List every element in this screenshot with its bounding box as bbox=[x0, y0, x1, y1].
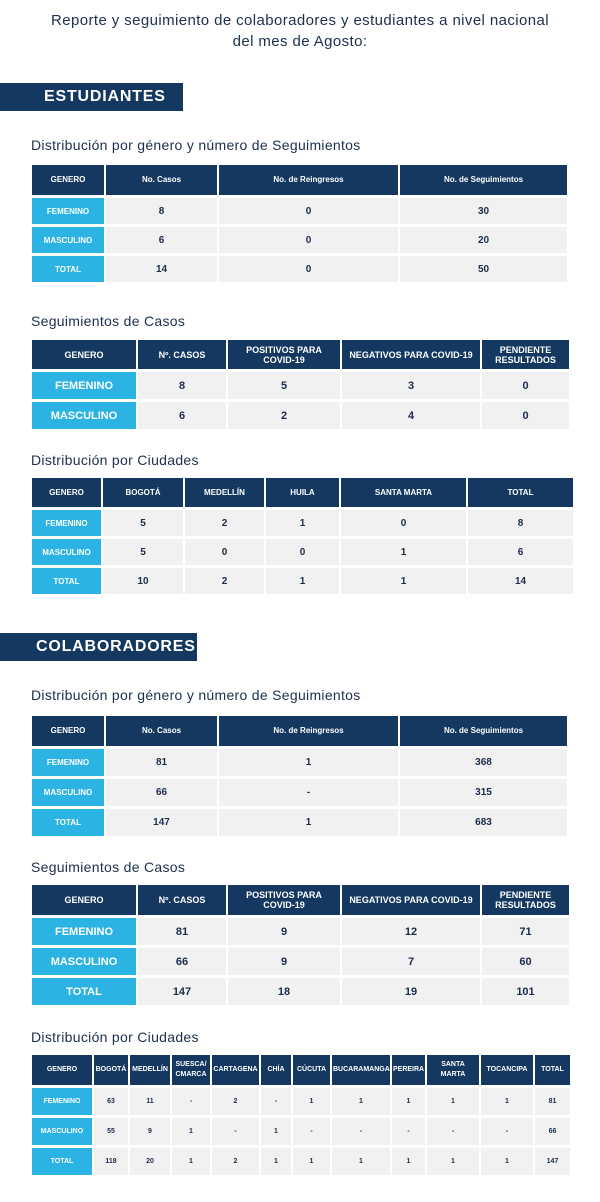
table-row bbox=[32, 809, 567, 836]
table-cell: 60 bbox=[482, 948, 569, 975]
gender-label: FEMENINO bbox=[32, 918, 136, 945]
column-header: POSITIVOS PARA COVID-19 bbox=[228, 885, 340, 915]
table-cell: 66 bbox=[138, 948, 226, 975]
table-cell: - bbox=[219, 779, 398, 806]
table-cell: 1 bbox=[481, 1148, 533, 1175]
table-cell: 6 bbox=[138, 402, 226, 429]
colaboradores-seguimientos-table bbox=[30, 882, 571, 1008]
column-header: No. de Reingresos bbox=[219, 716, 398, 746]
column-header: BOGOTÁ bbox=[94, 1055, 128, 1085]
column-header: No. de Reingresos bbox=[219, 165, 398, 195]
column-header: GENERO bbox=[32, 885, 136, 915]
column-header: Nº. CASOS bbox=[138, 885, 226, 915]
table-cell: 11 bbox=[130, 1088, 170, 1115]
table-row bbox=[32, 568, 573, 594]
table-cell: 0 bbox=[219, 256, 398, 282]
table-row bbox=[32, 749, 567, 776]
colaboradores-dist-genero-title: Distribución por género y número de Seguimientos bbox=[31, 687, 361, 703]
table-header-row bbox=[32, 716, 567, 746]
table-cell: 14 bbox=[468, 568, 573, 594]
column-header: GENERO bbox=[32, 165, 104, 195]
colaboradores-ciudades-title: Distribución por Ciudades bbox=[31, 1029, 199, 1045]
table-row bbox=[32, 198, 567, 224]
table-header-row bbox=[32, 885, 569, 915]
column-header: No. Casos bbox=[106, 165, 217, 195]
table-cell: - bbox=[261, 1088, 291, 1115]
table-row bbox=[32, 948, 569, 975]
table-cell: 1 bbox=[261, 1118, 291, 1145]
intro-line-1: Reporte y seguimiento de colaboradores y estudiantes a nivel nacional bbox=[51, 12, 549, 29]
table-cell: 2 bbox=[228, 402, 340, 429]
gender-label: FEMENINO bbox=[32, 1088, 92, 1115]
estudiantes-seguimientos-title: Seguimientos de Casos bbox=[31, 313, 186, 329]
table-cell: 1 bbox=[341, 568, 466, 594]
table-cell: 9 bbox=[228, 918, 340, 945]
table-cell: 12 bbox=[342, 918, 480, 945]
column-header: TOCANCIPA bbox=[481, 1055, 533, 1085]
column-header: PENDIENTE RESULTADOS bbox=[482, 340, 569, 369]
table-cell: 101 bbox=[482, 978, 569, 1005]
table-cell: 5 bbox=[228, 372, 340, 399]
column-header: SANTA MARTA bbox=[427, 1055, 479, 1085]
report-intro bbox=[0, 10, 600, 52]
column-header: BUCARAMANGA bbox=[332, 1055, 390, 1085]
column-header: NEGATIVOS PARA COVID-19 bbox=[342, 885, 480, 915]
column-header: GENERO bbox=[32, 478, 101, 507]
estudiantes-dist-genero-title: Distribución por género y número de Seguimientos bbox=[31, 137, 361, 153]
table-cell: 147 bbox=[106, 809, 217, 836]
table-row bbox=[32, 918, 569, 945]
table-cell: 20 bbox=[130, 1148, 170, 1175]
table-row bbox=[32, 402, 569, 429]
column-header: GENERO bbox=[32, 340, 136, 369]
table-cell: - bbox=[332, 1118, 390, 1145]
column-header: GENERO bbox=[32, 716, 104, 746]
table-cell: 1 bbox=[266, 568, 339, 594]
table-cell: 10 bbox=[103, 568, 183, 594]
table-cell: 71 bbox=[482, 918, 569, 945]
table-row bbox=[32, 372, 569, 399]
table-cell: 66 bbox=[106, 779, 217, 806]
table-cell: 7 bbox=[342, 948, 480, 975]
colaboradores-ciudades-table bbox=[30, 1052, 572, 1178]
column-header: MEDELLÍN bbox=[130, 1055, 170, 1085]
table-cell: 2 bbox=[185, 510, 264, 536]
column-header: GENERO bbox=[32, 1055, 92, 1085]
table-cell: 63 bbox=[94, 1088, 128, 1115]
gender-label: MASCULINO bbox=[32, 227, 104, 253]
table-header-row bbox=[32, 165, 567, 195]
table-cell: - bbox=[212, 1118, 259, 1145]
table-cell: 1 bbox=[172, 1118, 210, 1145]
column-header: No. de Seguimientos bbox=[400, 716, 567, 746]
table-cell: 0 bbox=[341, 510, 466, 536]
estudiantes-ciudades-title: Distribución por Ciudades bbox=[31, 452, 199, 468]
table-cell: 2 bbox=[212, 1148, 259, 1175]
table-cell: 6 bbox=[468, 539, 573, 565]
table-cell: 1 bbox=[427, 1148, 479, 1175]
table-row bbox=[32, 256, 567, 282]
table-row bbox=[32, 510, 573, 536]
column-header: PENDIENTE RESULTADOS bbox=[482, 885, 569, 915]
table-cell: 1 bbox=[172, 1148, 210, 1175]
table-cell: 0 bbox=[219, 227, 398, 253]
table-cell: 8 bbox=[468, 510, 573, 536]
table-header-row bbox=[32, 340, 569, 369]
gender-label: MASCULINO bbox=[32, 779, 104, 806]
gender-label: FEMENINO bbox=[32, 198, 104, 224]
table-cell: 2 bbox=[185, 568, 264, 594]
column-header: SUESCA/ CMARCA bbox=[172, 1055, 210, 1085]
column-header: BOGOTÁ bbox=[103, 478, 183, 507]
gender-label: TOTAL bbox=[32, 256, 104, 282]
table-header-row bbox=[32, 1055, 570, 1085]
table-cell: 3 bbox=[342, 372, 480, 399]
table-cell: 19 bbox=[342, 978, 480, 1005]
table-cell: 20 bbox=[400, 227, 567, 253]
gender-label: MASCULINO bbox=[32, 539, 101, 565]
table-cell: 1 bbox=[392, 1148, 425, 1175]
gender-label: TOTAL bbox=[32, 978, 136, 1005]
gender-label: FEMENINO bbox=[32, 749, 104, 776]
estudiantes-ciudades-table bbox=[30, 475, 575, 597]
table-cell: 0 bbox=[185, 539, 264, 565]
table-cell: 18 bbox=[228, 978, 340, 1005]
table-cell: 8 bbox=[106, 198, 217, 224]
column-header: PEREIRA bbox=[392, 1055, 425, 1085]
column-header: POSITIVOS PARA COVID-19 bbox=[228, 340, 340, 369]
table-cell: 1 bbox=[261, 1148, 291, 1175]
gender-label: FEMENINO bbox=[32, 372, 136, 399]
table-cell: - bbox=[172, 1088, 210, 1115]
column-header: MEDELLÍN bbox=[185, 478, 264, 507]
column-header: TOTAL bbox=[535, 1055, 570, 1085]
table-row bbox=[32, 227, 567, 253]
table-cell: 55 bbox=[94, 1118, 128, 1145]
gender-label: MASCULINO bbox=[32, 402, 136, 429]
table-cell: 6 bbox=[106, 227, 217, 253]
table-cell: 1 bbox=[293, 1088, 330, 1115]
table-cell: 30 bbox=[400, 198, 567, 224]
table-cell: 1 bbox=[341, 539, 466, 565]
column-header: CARTAGENA bbox=[212, 1055, 259, 1085]
estudiantes-banner: ESTUDIANTES bbox=[0, 83, 183, 111]
table-cell: 14 bbox=[106, 256, 217, 282]
table-cell: 368 bbox=[400, 749, 567, 776]
table-cell: 1 bbox=[219, 809, 398, 836]
table-cell: 315 bbox=[400, 779, 567, 806]
colaboradores-seguimientos-title: Seguimientos de Casos bbox=[31, 859, 186, 875]
table-cell: 118 bbox=[94, 1148, 128, 1175]
column-header: TOTAL bbox=[468, 478, 573, 507]
column-header: SANTA MARTA bbox=[341, 478, 466, 507]
table-cell: 81 bbox=[535, 1088, 570, 1115]
gender-label: MASCULINO bbox=[32, 948, 136, 975]
table-cell: 5 bbox=[103, 510, 183, 536]
column-header: CÚCUTA bbox=[293, 1055, 330, 1085]
table-cell: 81 bbox=[138, 918, 226, 945]
column-header: No. Casos bbox=[106, 716, 217, 746]
intro-line-2: del mes de Agosto: bbox=[232, 33, 368, 50]
table-cell: 1 bbox=[266, 510, 339, 536]
table-cell: 50 bbox=[400, 256, 567, 282]
table-cell: - bbox=[427, 1118, 479, 1145]
table-cell: 1 bbox=[427, 1088, 479, 1115]
table-cell: 1 bbox=[332, 1148, 390, 1175]
column-header: HUILA bbox=[266, 478, 339, 507]
column-header: No. de Seguimientos bbox=[400, 165, 567, 195]
colaboradores-banner: COLABORADORES bbox=[0, 633, 197, 661]
table-cell: 1 bbox=[293, 1148, 330, 1175]
column-header: Nº. CASOS bbox=[138, 340, 226, 369]
table-cell: 0 bbox=[482, 402, 569, 429]
table-cell: 0 bbox=[482, 372, 569, 399]
table-cell: 1 bbox=[219, 749, 398, 776]
estudiantes-dist-genero-table bbox=[30, 162, 569, 285]
estudiantes-seguimientos-table bbox=[30, 337, 571, 432]
table-cell: 66 bbox=[535, 1118, 570, 1145]
column-header: CHÍA bbox=[261, 1055, 291, 1085]
table-cell: - bbox=[392, 1118, 425, 1145]
table-cell: 683 bbox=[400, 809, 567, 836]
table-cell: 2 bbox=[212, 1088, 259, 1115]
table-row bbox=[32, 978, 569, 1005]
table-cell: 5 bbox=[103, 539, 183, 565]
table-row bbox=[32, 1088, 570, 1115]
table-cell: 147 bbox=[535, 1148, 570, 1175]
table-cell: 147 bbox=[138, 978, 226, 1005]
table-row bbox=[32, 1148, 570, 1175]
gender-label: MASCULINO bbox=[32, 1118, 92, 1145]
table-cell: 0 bbox=[266, 539, 339, 565]
table-cell: 8 bbox=[138, 372, 226, 399]
table-cell: - bbox=[481, 1118, 533, 1145]
table-row bbox=[32, 779, 567, 806]
table-cell: - bbox=[293, 1118, 330, 1145]
gender-label: TOTAL bbox=[32, 1148, 92, 1175]
gender-label: TOTAL bbox=[32, 809, 104, 836]
gender-label: TOTAL bbox=[32, 568, 101, 594]
gender-label: FEMENINO bbox=[32, 510, 101, 536]
table-cell: 1 bbox=[392, 1088, 425, 1115]
column-header: NEGATIVOS PARA COVID-19 bbox=[342, 340, 480, 369]
table-header-row bbox=[32, 478, 573, 507]
table-cell: 1 bbox=[481, 1088, 533, 1115]
table-cell: 1 bbox=[332, 1088, 390, 1115]
table-row bbox=[32, 1118, 570, 1145]
table-cell: 4 bbox=[342, 402, 480, 429]
colaboradores-dist-genero-table bbox=[30, 713, 569, 839]
table-row bbox=[32, 539, 573, 565]
table-cell: 9 bbox=[228, 948, 340, 975]
table-cell: 0 bbox=[219, 198, 398, 224]
table-cell: 81 bbox=[106, 749, 217, 776]
table-cell: 9 bbox=[130, 1118, 170, 1145]
